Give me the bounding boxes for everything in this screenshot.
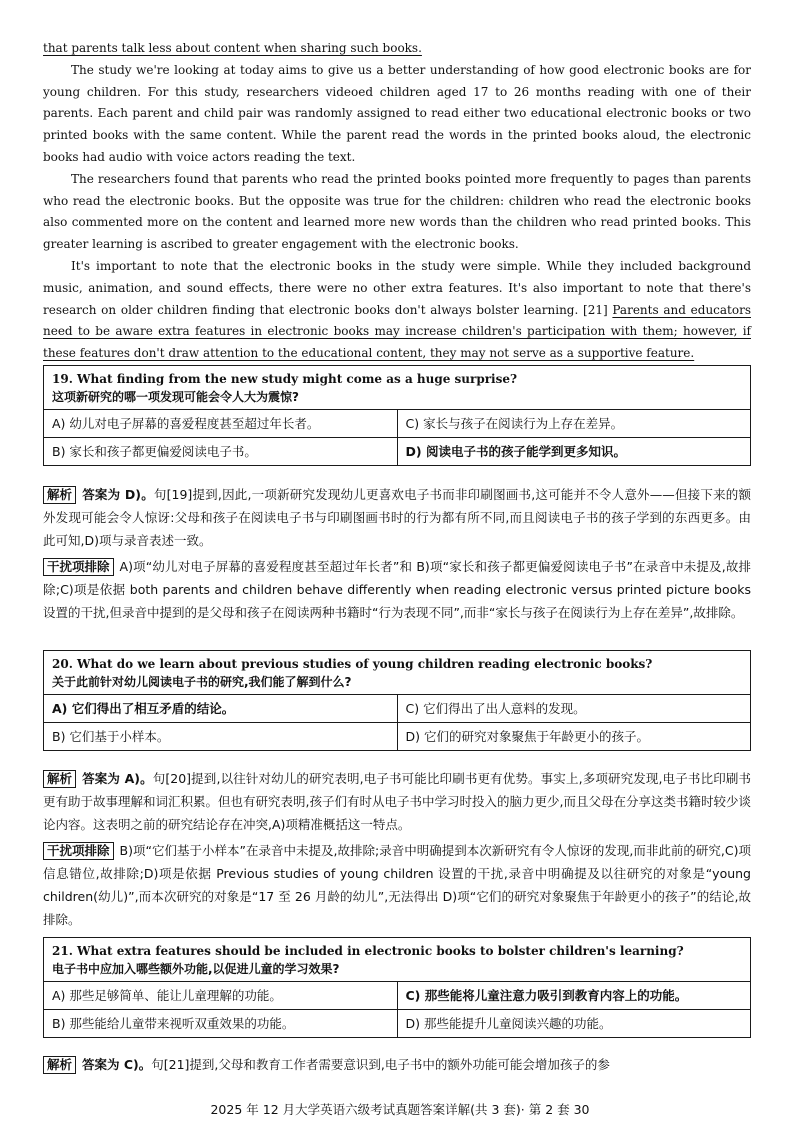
question-20-en: 20. What do we learn about previous studies of young children reading electronic books?	[52, 657, 653, 671]
option-19-b: B) 家长和孩子都更偏爱阅读电子书。	[52, 444, 257, 459]
answer-19: 答案为 D)。	[82, 487, 154, 502]
paragraph-findings: The researchers found that parents who read the printed books pointed more frequently to pages than parents who read the electronic books. But the opposite was true for the children: children who read the electronic books also commented more on the content and learned more new words than the children who read printed books. This greater learning is ascribed to greater engagement with the electronic books.	[43, 171, 751, 252]
question-21-header	[44, 938, 750, 982]
question-19-en: 19. What finding from the new study might come as a huge surprise?	[52, 372, 518, 386]
question-19-header	[44, 366, 750, 410]
analysis-21-text: 句[21]提到,父母和教育工作者需要意识到,电子书中的额外功能可能会增加孩子的参	[151, 1057, 610, 1072]
option-19-d: D) 阅读电子书的孩子能学到更多知识。	[397, 438, 751, 465]
analysis-label: 解析	[43, 1056, 76, 1074]
question-19-cn: 这项新研究的哪一项发现可能会令人大为震惊?	[52, 390, 299, 404]
distractor-19-paragraph	[43, 555, 751, 624]
paragraph-study-aim: The study we're looking at today aims to give us a better understanding of how good electronic books are for young children. For this study, researchers videoed children aged 17 to 26 months reading with one of their parents. Each parent and child pair was randomly assigned to read either two educational electronic books or two printed books with the same content. While the parent read the words in the printed books aloud, the electronic books had audio with voice actors reading the text.	[43, 62, 751, 164]
option-row	[44, 695, 750, 723]
question-21-box	[43, 937, 751, 1038]
answer-20: 答案为 A)。	[82, 771, 153, 786]
analysis-label: 解析	[43, 770, 76, 788]
option-row	[44, 410, 750, 438]
analysis-20-paragraph	[43, 767, 751, 836]
option-20-d: D) 它们的研究对象聚焦于年龄更小的孩子。	[397, 723, 751, 750]
option-20-c: C) 它们得出了出人意料的发现。	[397, 695, 751, 722]
paragraph-note-text: It's important to note that the electronic books in the study were simple. While they included background music, animation, and sound effects, there were no other extra features. It's also important to note that there's research on older children finding that electronic books don't always bolster learning. [21]	[43, 258, 751, 317]
option-21-b: B) 那些能给儿童带来视听双重效果的功能。	[52, 1016, 295, 1031]
option-row	[44, 723, 750, 750]
option-21-a: A) 那些足够简单、能让儿童理解的功能。	[52, 988, 282, 1003]
answer-21: 答案为 C)。	[82, 1057, 152, 1072]
option-21-c: C) 那些能将儿童注意力吸引到教育内容上的功能。	[397, 982, 751, 1009]
option-row	[44, 982, 750, 1010]
analysis-21	[43, 1053, 751, 1077]
question-20-header	[44, 651, 750, 695]
distractor-label: 干扰项排除	[43, 558, 114, 576]
page-footer: 2025 年 12 月大学英语六级考试真题答案详解(共 3 套)· 第 2 套 30	[210, 1102, 590, 1117]
distractor-label: 干扰项排除	[43, 842, 114, 860]
analysis-19	[43, 483, 751, 624]
analysis-21-paragraph	[43, 1053, 751, 1076]
underlined-sentence-top: that parents talk less about content when sharing such books.	[43, 41, 422, 55]
analysis-label: 解析	[43, 486, 76, 504]
question-21-cn: 电子书中应加入哪些额外功能,以促进儿童的学习效果?	[52, 962, 340, 976]
option-21-d: D) 那些能提升儿童阅读兴趣的功能。	[397, 1010, 751, 1037]
option-19-a: A) 幼儿对电子屏幕的喜爱程度甚至超过年长者。	[52, 416, 320, 431]
distractor-20-paragraph	[43, 839, 751, 931]
question-20-box	[43, 650, 751, 751]
underlined-sentence-21: Parents and educators need to be aware extra features in electronic books may increase children's participation with them; however, if these features don't draw attention to the educational content, they may not serve as a supportive feature.	[43, 302, 751, 361]
option-row	[44, 438, 750, 465]
question-21-en: 21. What extra features should be included in electronic books to bolster children's learning?	[52, 944, 684, 958]
option-20-a: A) 它们得出了相互矛盾的结论。	[52, 701, 235, 716]
question-20-cn: 关于此前针对幼儿阅读电子书的研究,我们能了解到什么?	[52, 675, 352, 689]
paragraph-note	[43, 256, 751, 365]
question-19-box	[43, 365, 751, 466]
analysis-19-text: 句[19]提到,因此,一项新研究发现幼儿更喜欢电子书而非印刷图画书,这可能并不令人意外——但接下来的额外发现可能会令人惊讶:父母和孩子在阅读电子书与印刷图画书时的行为都有所不同,而且阅读电子书的孩子学到的东西更多。由此可知,D)项与录音表述一致。	[43, 487, 751, 548]
analysis-19-paragraph	[43, 483, 751, 552]
analysis-20-text: 句[20]提到,以往针对幼儿的研究表明,电子书可能比印刷书更有优势。事实上,多项研究发现,电子书比印刷书更有助于故事理解和词汇积累。但也有研究表明,孩子们有时从电子书中学习时投入的脑力更少,而且父母在分享这类书籍时较少谈论内容。这表明之前的研究结论存在冲突,A)项精准概括这一特点。	[43, 771, 751, 832]
transcript-passage	[43, 38, 751, 365]
option-19-c: C) 家长与孩子在阅读行为上存在差异。	[397, 410, 751, 437]
option-20-b: B) 它们基于小样本。	[52, 729, 170, 744]
distractor-20-text: B)项“它们基于小样本”在录音中未提及,故排除;录音中明确提到本次新研究有令人惊讶的发现,而非此前的研究,C)项信息错位,故排除;D)项是依据 Previous studies of young children 设置的干扰,录音中明确提及以往研究的对象是“young children(幼儿)”,而本次研究的对象是“17 至 26 月龄的幼儿”,无法得出 D)项“它们的研究对象聚焦于年龄更小的孩子”的结论,故排除。	[43, 843, 751, 927]
distractor-19-text: A)项“幼儿对电子屏幕的喜爱程度甚至超过年长者”和 B)项“家长和孩子都更偏爱阅读电子书”在录音中未提及,故排除;C)项是依据 both parents and children behave differently when reading electronic versus printed picture books 设置的干扰,但录音中提到的是父母和孩子在阅读两种书籍时“行为表现不同”,而非“家长与孩子在阅读行为上存在差异”,故排除。	[43, 559, 751, 620]
analysis-20	[43, 767, 751, 931]
option-row	[44, 1010, 750, 1037]
